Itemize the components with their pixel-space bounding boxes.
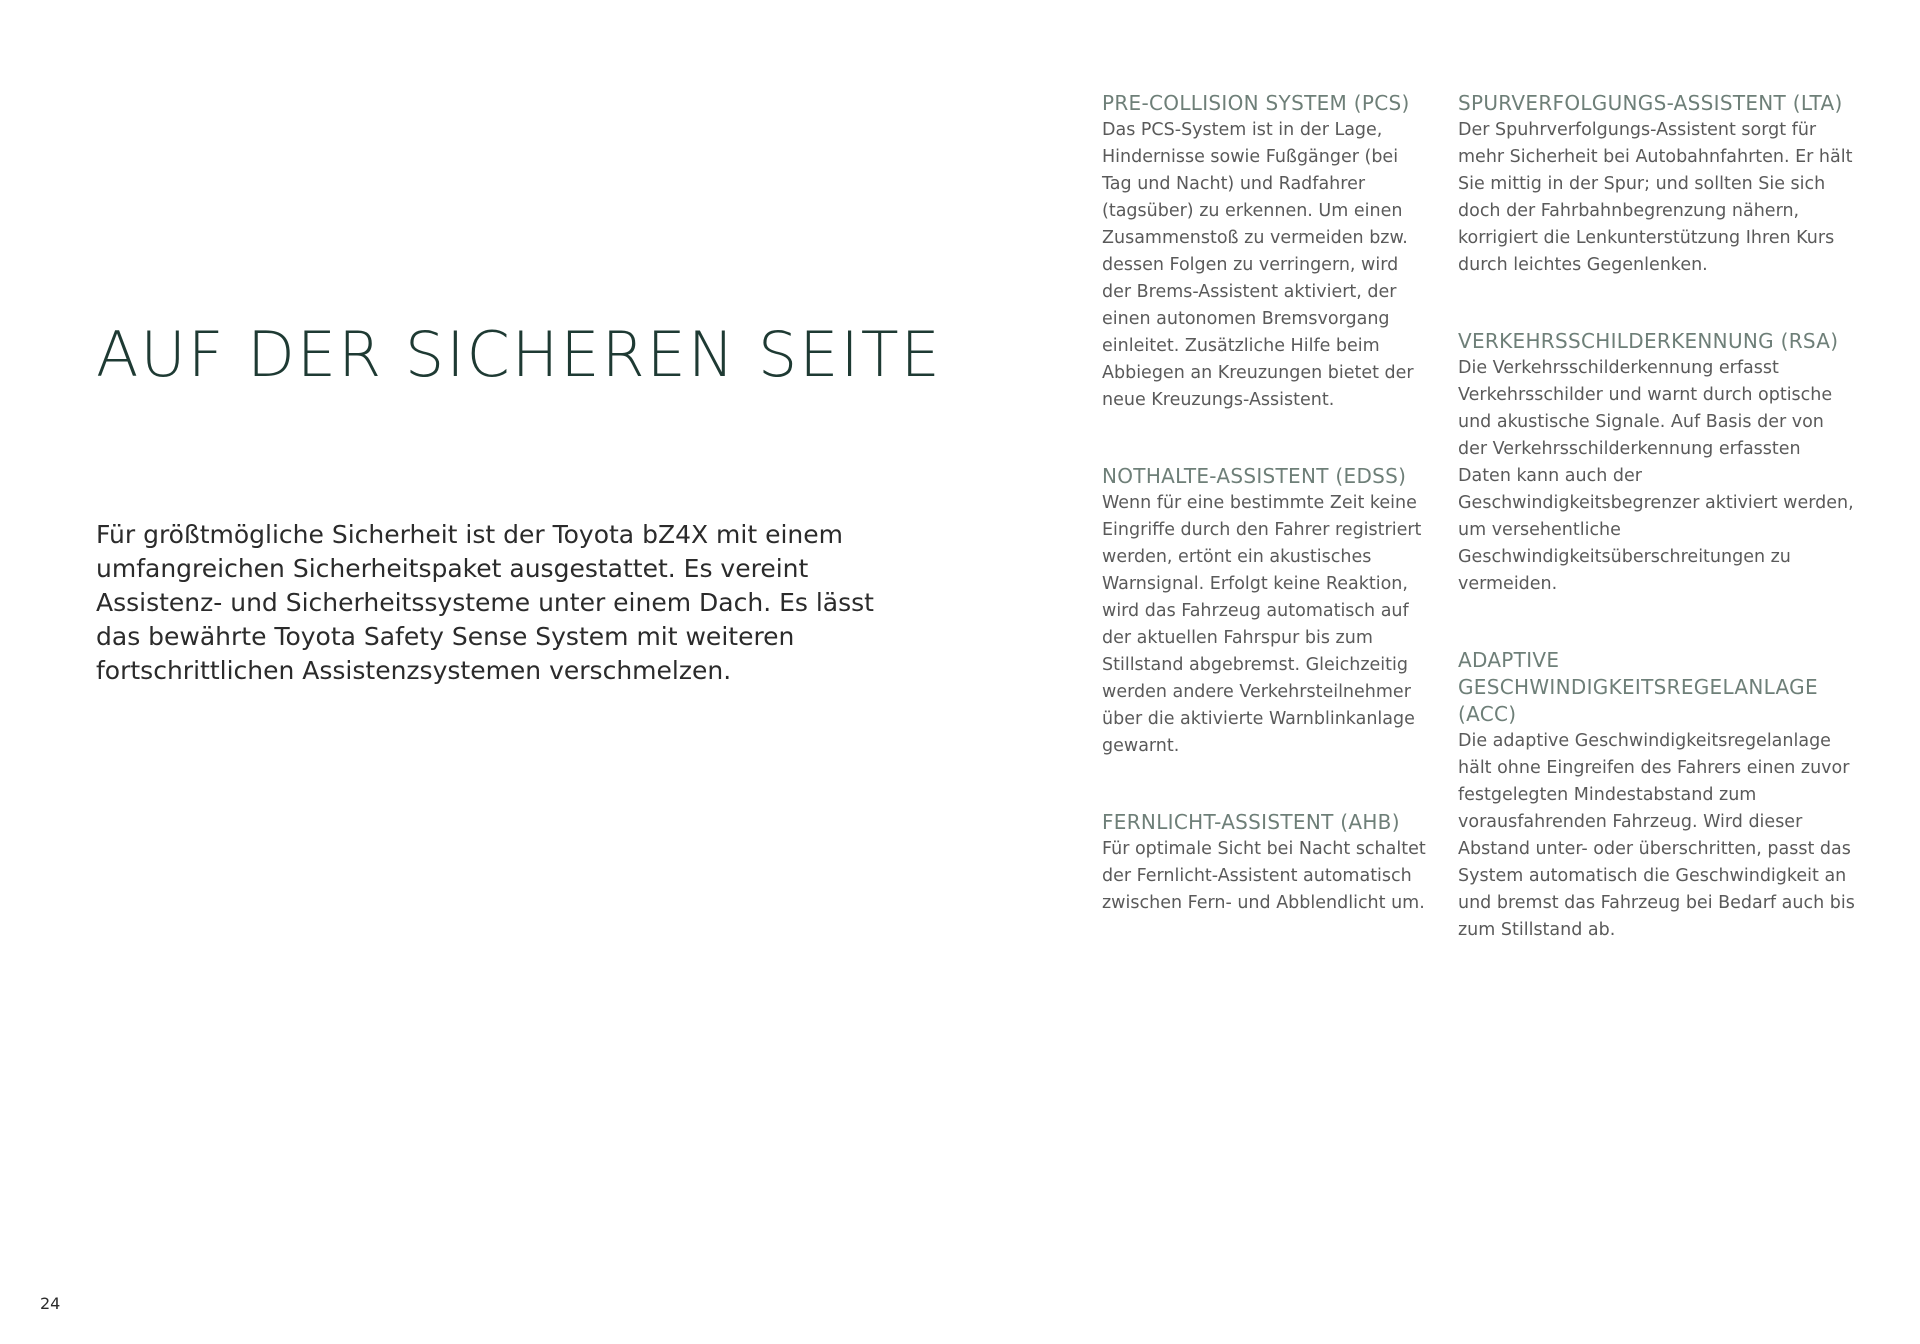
section-acc (1458, 647, 1858, 944)
section-lta (1458, 90, 1858, 279)
section-text-lta: Der Spuhrverfolgungs-Assistent sorgt für mehr Sicherheit bei Autobahnfahrten. Er hält Sie mittig in der Spur; und sollten Sie sich doch der Fahrbahnbegrenzung nähern, korrigiert die Lenkunterstützung Ihren Kurs durch leichtes Gegenlenken. (1458, 120, 1853, 275)
page-number: 24 (40, 1294, 61, 1313)
section-title-rsa: VERKEHRSSCHILDERKENNUNG (RSA) (1458, 329, 1839, 353)
section-text-rsa: Die Verkehrsschilderkennung erfasst Verkehrsschilder und warnt durch optische und akustische Signale. Auf Basis der von der Verkehrsschilderkennung erfassten Daten kann auch der Geschwindigkeitsbegrenzer aktiviert werden, um versehentliche Geschwindigkeitsüberschreitungen zu vermeiden. (1458, 358, 1854, 594)
section-text-acc: Die adaptive Geschwindigkeitsregelanlage hält ohne Eingreifen des Fahrers einen zuvor festgelegten Mindestabstand zum vorausfahrenden Fahrzeug. Wird dieser Abstand unter- oder überschritten, passt das System automatisch die Geschwindigkeit an und bremst das Fahrzeug bei Bedarf auch bis zum Stillstand ab. (1458, 731, 1855, 940)
section-title-ahb: FERNLICHT-ASSISTENT (AHB) (1102, 810, 1400, 834)
section-title-acc: ADAPTIVE GESCHWINDIGKEITSREGELANLAGE (ACC) (1458, 648, 1818, 726)
section-ahb (1102, 809, 1432, 917)
features-column-left (1102, 90, 1432, 917)
section-title-pcs: PRE-COLLISION SYSTEM (PCS) (1102, 91, 1410, 115)
section-text-edss: Wenn für eine bestimmte Zeit keine Eingriffe durch den Fahrer registriert werden, ertönt ein akustisches Warnsignal. Erfolgt keine Reaktion, wird das Fahrzeug automatisch auf der aktuellen Fahrspur bis zum Stillstand abgebremst. Gleichzeitig werden andere Verkehrsteilnehmer über die aktivierte Warnblinkanlage gewarnt. (1102, 493, 1422, 756)
section-title-edss: NOTHALTE-ASSISTENT (EDSS) (1102, 464, 1407, 488)
intro-paragraph: Für größtmögliche Sicherheit ist der Toyota bZ4X mit einem umfangreichen Sicherheitspaket ausgestattet. Es vereint Assistenz- und Sicherheitssysteme unter einem Dach. Es lässt das bewährte Toyota Safety Sense System mit weiteren fortschrittlichen Assistenzsystemen verschmelzen. (96, 520, 874, 685)
features-column-right (1458, 90, 1858, 944)
section-rsa (1458, 328, 1858, 598)
section-edss (1102, 463, 1432, 760)
section-title-lta: SPURVERFOLGUNGS-ASSISTENT (LTA) (1458, 91, 1843, 115)
section-pcs (1102, 90, 1432, 414)
section-text-ahb: Für optimale Sicht bei Nacht schaltet der Fernlicht-Assistent automatisch zwischen Fern- und Abblendlicht um. (1102, 839, 1426, 913)
page-title: AUF DER SICHEREN SEITE (96, 318, 942, 391)
section-text-pcs: Das PCS-System ist in der Lage, Hindernisse sowie Fußgänger (bei Tag und Nacht) und Radfahrer (tagsüber) zu erkennen. Um einen Zusammenstoß zu vermeiden bzw. dessen Folgen zu verringern, wird der Brems-Assistent aktiviert, der einen autonomen Bremsvorgang einleitet. Zusätzliche Hilfe beim Abbiegen an Kreuzungen bietet der neue Kreuzungs-Assistent. (1102, 120, 1414, 410)
